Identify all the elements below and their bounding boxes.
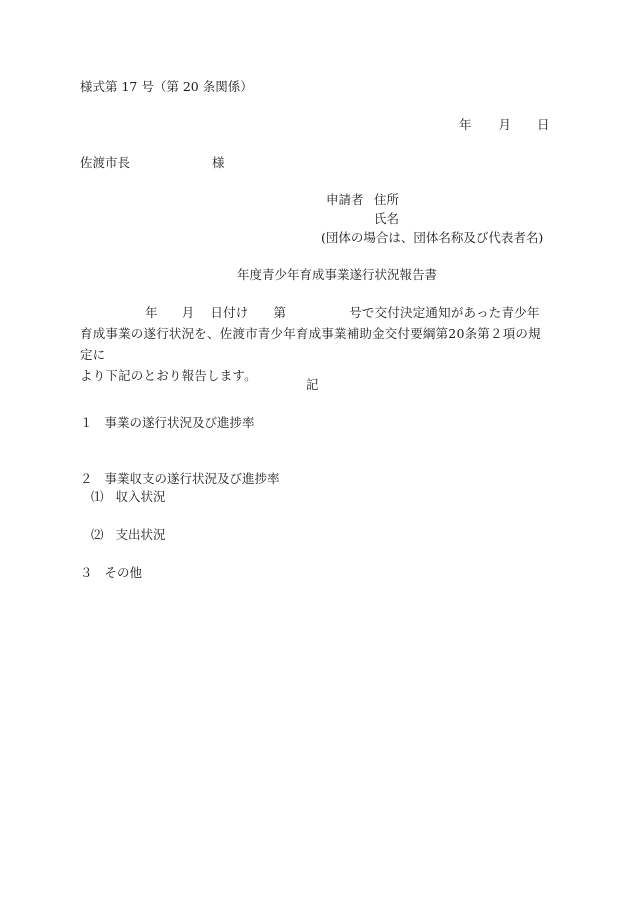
subitem-text: 支出状況 [115,527,166,542]
report-body [80,302,550,386]
body-dated: 日付け [210,305,249,320]
date-month-label: 月 [498,117,512,132]
subitem-number: ⑴ [91,489,104,504]
applicant-name-label: 氏名 [374,211,400,226]
item-3 [80,567,142,580]
addressee-honorific: 様 [212,155,225,170]
applicant-label: 申請者 [326,192,364,207]
ki-heading: 記 [306,377,319,392]
addressee: 佐渡市長 [80,155,131,170]
item-text: その他 [104,565,143,580]
date-year-label: 年 [459,117,472,132]
organization-note: (団体の場合は、団体名称及び代表者名) [321,230,544,245]
item-number: １ [80,415,93,430]
item-number: ２ [80,471,93,486]
body-line3: より下記のとおり報告します。 [80,368,257,383]
item-number: ３ [80,565,93,580]
subitem-text: 収入状況 [115,489,166,504]
date-line [459,119,550,132]
item-2-2 [91,529,166,542]
body-month: 月 [181,305,195,320]
item-2-1 [91,491,166,504]
item-2 [80,473,280,486]
item-text: 事業収支の遂行状況及び進捗率 [104,471,280,486]
body-rest1: 号で交付決定通知があった青少年 [349,305,540,320]
item-text: 事業の遂行状況及び進捗率 [104,415,255,430]
document-title: 年度青少年育成事業遂行状況報告書 [237,267,438,282]
body-dai: 第 [273,305,287,320]
subitem-number: ⑵ [91,527,104,542]
body-line2: 育成事業の遂行状況を、佐渡市青少年育成事業補助金交付要綱第20条第２項の規定に [80,326,541,362]
body-year: 年 [145,305,158,320]
date-day-label: 日 [537,117,550,132]
form-number: 様式第 17 号（第 20 条関係） [80,79,253,94]
applicant-address-label: 住所 [374,192,400,207]
item-1 [80,417,255,430]
